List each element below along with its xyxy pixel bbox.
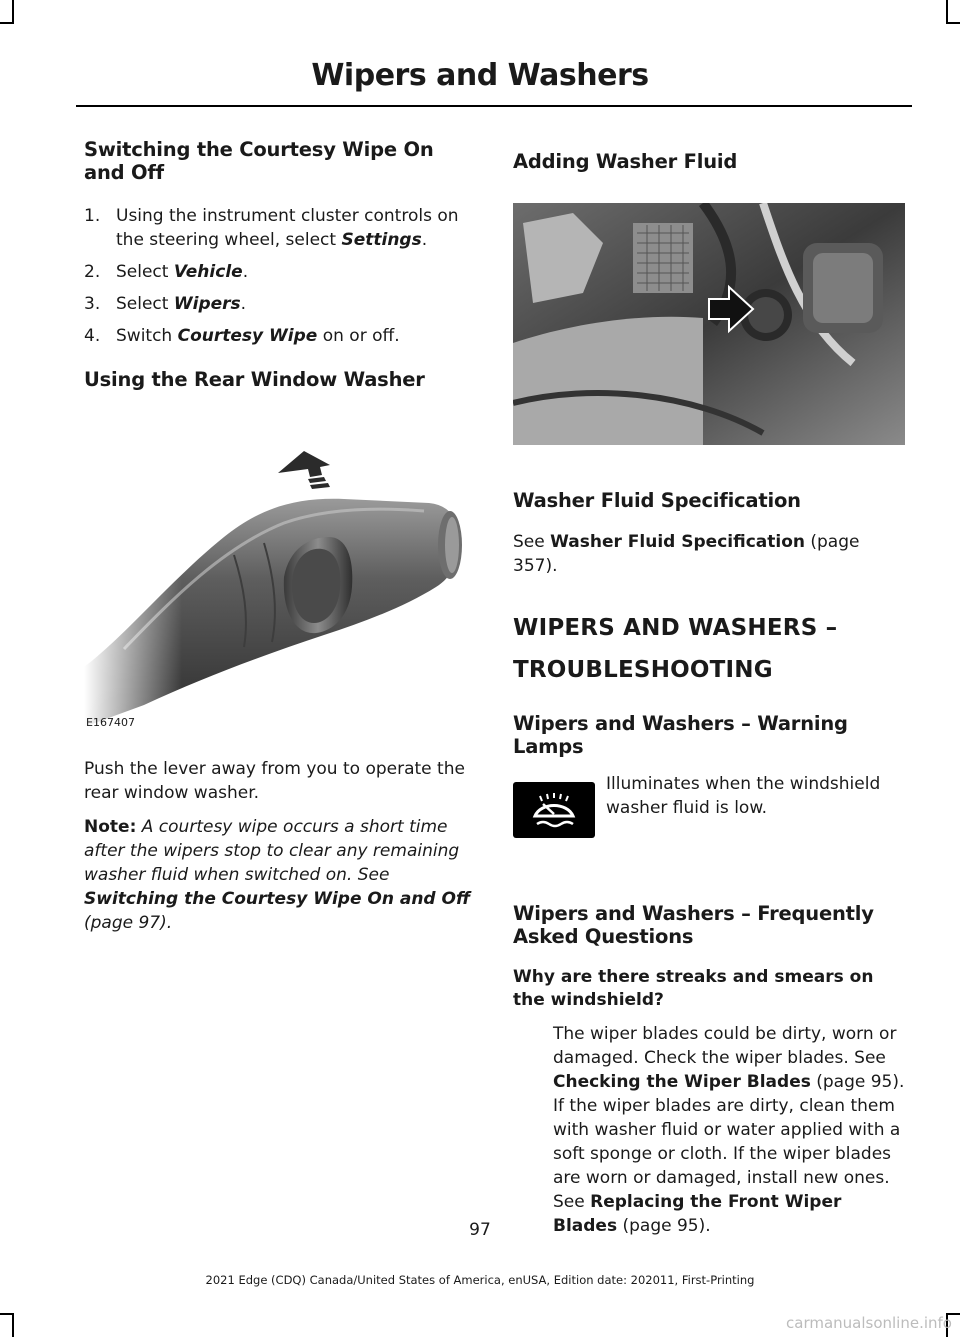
step-number: 2. bbox=[84, 262, 101, 282]
warning-lamp-row bbox=[513, 772, 908, 858]
fluid-spec-text bbox=[513, 530, 898, 578]
rear-washer-text: Push the lever away from you to operate the rear window washer. bbox=[84, 759, 465, 803]
faq-answer bbox=[553, 1022, 908, 1238]
step-emphasis: Courtesy Wipe bbox=[177, 326, 318, 346]
courtesy-wipe-heading: Switching the Courtesy Wipe On and Off bbox=[84, 138, 434, 184]
step-number: 3. bbox=[84, 294, 101, 314]
step-text: . bbox=[240, 294, 247, 314]
engine-bay-figure bbox=[513, 203, 905, 445]
crop-mark bbox=[12, 0, 14, 22]
note-link[interactable]: Switching the Courtesy Wipe On and Off bbox=[84, 889, 471, 909]
faq-answer-text: (page 95). If the wiper blades are dirty, clean them with washer fluid or water applied with a soft sponge or cloth. If the wiper blades are worn or damaged, install new ones. See bbox=[553, 1072, 905, 1212]
engine-bay-photo bbox=[513, 203, 905, 445]
page-header bbox=[0, 58, 960, 93]
spec-text-prefix: See bbox=[513, 532, 551, 552]
step-emphasis: Wipers bbox=[173, 294, 241, 314]
step-text: on or off. bbox=[317, 326, 400, 346]
step-text: Select bbox=[116, 294, 174, 314]
edition-line: 2021 Edge (CDQ) Canada/United States of America, enUSA, Edition date: 202011, First-Printing bbox=[205, 1273, 755, 1287]
step-number: 4. bbox=[84, 326, 101, 346]
courtesy-wipe-note bbox=[84, 815, 476, 935]
crop-mark bbox=[946, 0, 948, 22]
list-item bbox=[84, 324, 476, 348]
faq-answer-text: (page 95). bbox=[617, 1216, 711, 1236]
crop-mark bbox=[12, 1313, 14, 1337]
page-number: 97 bbox=[469, 1220, 491, 1240]
step-emphasis: Vehicle bbox=[173, 262, 243, 282]
crop-mark bbox=[0, 1313, 14, 1315]
warning-lamps-heading: Wipers and Washers – Warning Lamps bbox=[513, 712, 848, 758]
list-item bbox=[84, 260, 476, 284]
checking-wiper-blades-link[interactable]: Checking the Wiper Blades bbox=[553, 1072, 811, 1092]
fluid-spec-link[interactable]: Washer Fluid Specification bbox=[550, 532, 805, 552]
troubleshooting-title bbox=[513, 612, 908, 686]
note-text: A courtesy wipe occurs a short time after the wipers stop to clear any remaining washer fluid when switched on. See bbox=[84, 817, 460, 885]
step-emphasis: Settings bbox=[341, 230, 422, 250]
list-item bbox=[84, 292, 476, 316]
step-text: . bbox=[421, 230, 428, 250]
rear-washer-lever-figure bbox=[84, 437, 476, 729]
faq-heading: Wipers and Washers – Frequently Asked Questions bbox=[513, 902, 874, 948]
watermark: carmanualsonline.info bbox=[786, 1314, 952, 1332]
faq-answer-text: The wiper blades could be dirty, worn or damaged. Check the wiper blades. See bbox=[553, 1024, 897, 1068]
left-column bbox=[84, 138, 476, 935]
washer-fluid-low-icon bbox=[513, 782, 595, 838]
step-text: Using the instrument cluster controls on the steering wheel, select bbox=[116, 206, 459, 250]
rear-washer-heading: Using the Rear Window Washer bbox=[84, 368, 425, 391]
fluid-spec-heading: Washer Fluid Specification bbox=[513, 489, 801, 512]
troubleshooting-title-line1: WIPERS AND WASHERS – bbox=[513, 615, 838, 641]
crop-mark bbox=[0, 22, 14, 24]
note-page-ref: (page 97). bbox=[84, 913, 173, 933]
list-item bbox=[84, 204, 476, 252]
spec-page-ref: (page 357). bbox=[513, 532, 860, 576]
crop-mark bbox=[946, 22, 960, 24]
header-rule bbox=[76, 105, 912, 107]
step-text: Switch bbox=[116, 326, 178, 346]
adding-fluid-heading: Adding Washer Fluid bbox=[513, 150, 738, 173]
note-label: Note: bbox=[84, 817, 137, 837]
step-text: . bbox=[242, 262, 249, 282]
faq-question: Why are there streaks and smears on the windshield? bbox=[513, 967, 874, 1010]
wiper-lever-illustration bbox=[84, 437, 476, 729]
step-number: 1. bbox=[84, 206, 101, 226]
page-title: Wipers and Washers bbox=[311, 58, 649, 93]
courtesy-steps-list bbox=[84, 204, 476, 348]
troubleshooting-title-line2: TROUBLESHOOTING bbox=[513, 657, 773, 683]
washer-fluid-lamp bbox=[513, 782, 595, 838]
figure-code: E167407 bbox=[86, 716, 135, 729]
replacing-wiper-blades-link[interactable]: Replacing the Front Wiper Blades bbox=[553, 1192, 842, 1236]
step-text: Select bbox=[116, 262, 174, 282]
right-column bbox=[513, 138, 908, 1238]
warning-lamp-text: Illuminates when the windshield washer fluid is low. bbox=[606, 774, 881, 818]
